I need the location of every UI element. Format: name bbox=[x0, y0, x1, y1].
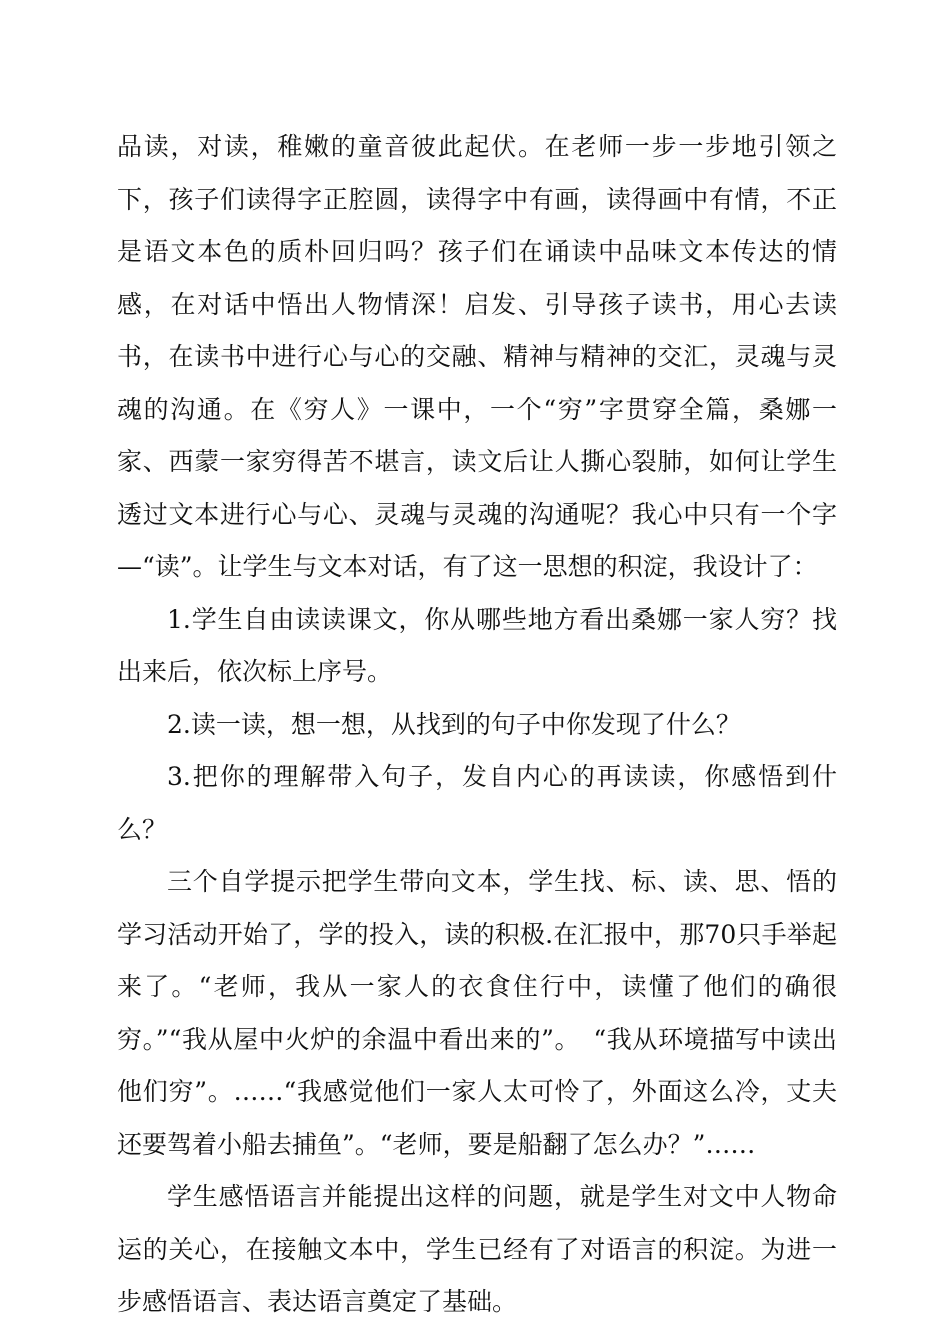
paragraph-step-1: 1.学生自由读读课文，你从哪些地方看出桑娜一家人穷？找出来后，依次标上序号。 bbox=[117, 604, 837, 686]
paragraph-reading-intro: 品读，对读，稚嫩的童音彼此起伏。在老师一步一步地引领之下，孩子们读得字正腔圆，读得字中有画，读得画中有情，不正是语文本色的质朴回归吗？孩子们在诵读中品味文本传达的情感，在对话中悟出人物情深！启发、引导孩子读书，用心去读书，在读书中进行心与心的交融、精神与精神的交汇，灵魂与灵魂的沟通。在《穷人》一课中，一个“穷”字贯穿全篇，桑娜一家、西蒙一家穷得苦不堪言，读文后让人撕心裂肺，如何让学生透过文本进行心与心、灵魂与灵魂的沟通呢？我心中只有一个字—“读”。让学生与文本对话，有了这一思想的积淀，我设计了： bbox=[117, 132, 837, 581]
paragraph-conclusion: 学生感悟语言并能提出这样的问题，就是学生对文中人物命运的关心，在接触文本中，学生已经有了对语言的积淀。为进一步感悟语言、表达语言奠定了基础。 bbox=[117, 1182, 837, 1316]
paragraph-step-2: 2.读一读，想一想，从找到的句子中你发现了什么？ bbox=[167, 709, 741, 739]
paragraph-step-3: 3.把你的理解带入句子，发自内心的再读读，你感悟到什么？ bbox=[117, 762, 837, 844]
document-body bbox=[117, 121, 837, 1329]
paragraph-student-reports: 三个自学提示把学生带向文本，学生找、标、读、思、悟的学习活动开始了，学的投入，读的积极.在汇报中，那70只手举起来了。“老师，我从一家人的衣食住行中，读懂了他们的确很穷。”“我从屋中火炉的余温中看出来的”。 “我从环境描写中读出他们穷”。……“我感觉他们一家人太可怜了，外面这么冷，丈夫还要驾着小船去捕鱼”。“老师，要是船翻了怎么办？”…… bbox=[117, 867, 837, 1159]
